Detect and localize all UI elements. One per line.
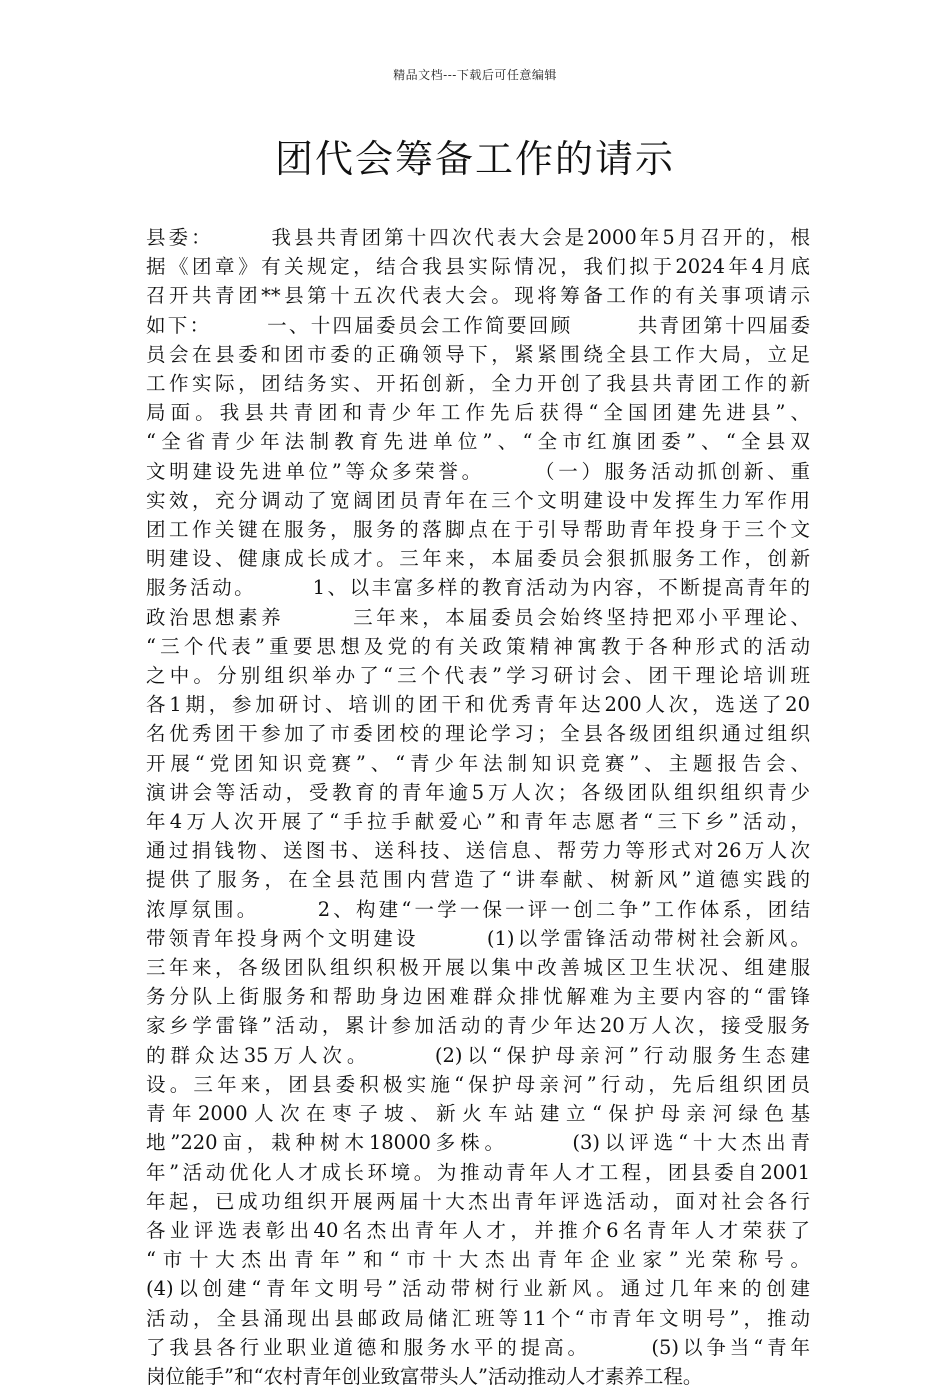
body-line: 工作实际，团结务实、开拓创新，全力开创了我县共青团工作的新 — [146, 372, 810, 396]
body-line: “三个代表”重要思想及党的有关政策精神寓教于各种形式的活动 — [146, 634, 810, 658]
body-line: 实效，充分调动了宽阔团员青年在三个文明建设中发挥生力军作用 — [146, 488, 810, 512]
body-line: 文明建设先进单位”等众多荣誉。 （一）服务活动抓创新、重 — [146, 459, 810, 483]
body-line: 员会在县委和团市委的正确领导下，紧紧围绕全县工作大局，立足 — [146, 342, 810, 366]
body-line: 政治思想素养 三年来，本届委员会始终坚持把邓小平理论、 — [146, 605, 810, 629]
body-line: 的群众达35万人次。 (2)以“保护母亲河”行动服务生态建 — [146, 1043, 810, 1067]
body-line: 家乡学雷锋”活动，累计参加活动的青少年达20万人次，接受服务 — [146, 1014, 810, 1038]
body-line: 带领青年投身两个文明建设 (1)以学雷锋活动带树社会新风。 — [146, 926, 810, 950]
body-line: 三年来，各级团队组织积极开展以集中改善城区卫生状况、组建服 — [146, 956, 810, 980]
body-line: 青年2000人次在枣子坡、新火车站建立“保护母亲河绿色基 — [146, 1102, 810, 1126]
body-line: 务分队上街服务和帮助身边困难群众排忧解难为主要内容的“雷锋 — [146, 985, 810, 1009]
body-line: 提供了服务，在全县范围内营造了“讲奉献、树新风”道德实践的 — [146, 868, 810, 892]
body-line: 设。三年来，团县委积极实施“保护母亲河”行动，先后组织团员 — [146, 1072, 810, 1096]
body-line: 明建设、健康成长成才。三年来，本届委员会狠抓服务工作，创新 — [146, 547, 810, 571]
body-line: 之中。分别组织举办了“三个代表”学习研讨会、团干理论培训班 — [146, 664, 810, 688]
body-line: 县委： 我县共青团第十四次代表大会是2000年5月召开的，根 — [146, 226, 810, 249]
body-line: “全省青少年法制教育先进单位”、“全市红旗团委”、“全县双 — [146, 430, 810, 454]
body-line: 如下： 一、十四届委员会工作简要回顾 共青团第十四届委 — [146, 313, 810, 337]
body-line: “市十大杰出青年”和“市十大杰出青年企业家”光荣称号。 — [146, 1248, 810, 1272]
body-line: 服务活动。 1、以丰富多样的教育活动为内容，不断提高青年的 — [146, 576, 810, 600]
body-line: 局面。我县共青团和青少年工作先后获得“全国团建先进县”、 — [146, 401, 810, 425]
body-line: 浓厚氛围。 2、构建“一学一保一评一创二争”工作体系，团结 — [146, 897, 810, 921]
body-line: 各业评选表彰出40名杰出青年人才，并推介6名青年人才荣获了 — [146, 1218, 810, 1242]
header-note: 精品文档---下载后可任意编辑 — [393, 68, 557, 82]
body-line: 年”活动优化人才成长环境。为推动青年人才工程，团县委自2001 — [146, 1160, 810, 1184]
body-line: 召开共青团**县第十五次代表大会。现将筹备工作的有关事项请示 — [146, 284, 810, 308]
body-line: 活动，全县涌现出县邮政局储汇班等11个“市青年文明号”，推动 — [146, 1306, 810, 1330]
body-line: 名优秀团干参加了市委团校的理论学习；全县各级团组织通过组织 — [146, 722, 810, 746]
body-line: 演讲会等活动，受教育的青年逾5万人次；各级团队组织组织青少 — [146, 780, 810, 804]
document-title: 团代会筹备工作的请示 — [274, 137, 675, 181]
body-line: 年4万人次开展了“手拉手献爱心”和青年志愿者“三下乡”活动， — [146, 810, 810, 834]
body-line: 团工作关键在服务，服务的落脚点在于引导帮助青年投身于三个文 — [146, 518, 810, 542]
document-body — [146, 223, 810, 1391]
body-line: 地”220亩，栽种树木18000多株。 (3)以评选“十大杰出青 — [146, 1131, 810, 1155]
body-line: 各1期，参加研讨、培训的团干和优秀青年达200人次，选送了20 — [146, 693, 810, 717]
body-line: 岗位能手”和“农村青年创业致富带头人”活动推动人才素养工程。 — [146, 1364, 703, 1388]
body-line: 据《团章》有关规定，结合我县实际情况，我们拟于2024年4月底 — [146, 255, 810, 279]
body-line: 了我县各行业职业道德和服务水平的提高。 (5)以争当“青年 — [146, 1335, 810, 1359]
body-line: 开展“党团知识竞赛”、“青少年法制知识竞赛”、主题报告会、 — [146, 751, 810, 775]
body-line: 年起，已成功组织开展两届十大杰出青年评选活动，面对社会各行 — [146, 1189, 810, 1213]
body-line: 通过捐钱物、送图书、送科技、送信息、帮劳力等形式对26万人次 — [146, 839, 810, 863]
body-line: (4)以创建“青年文明号”活动带树行业新风。通过几年来的创建 — [146, 1277, 810, 1301]
